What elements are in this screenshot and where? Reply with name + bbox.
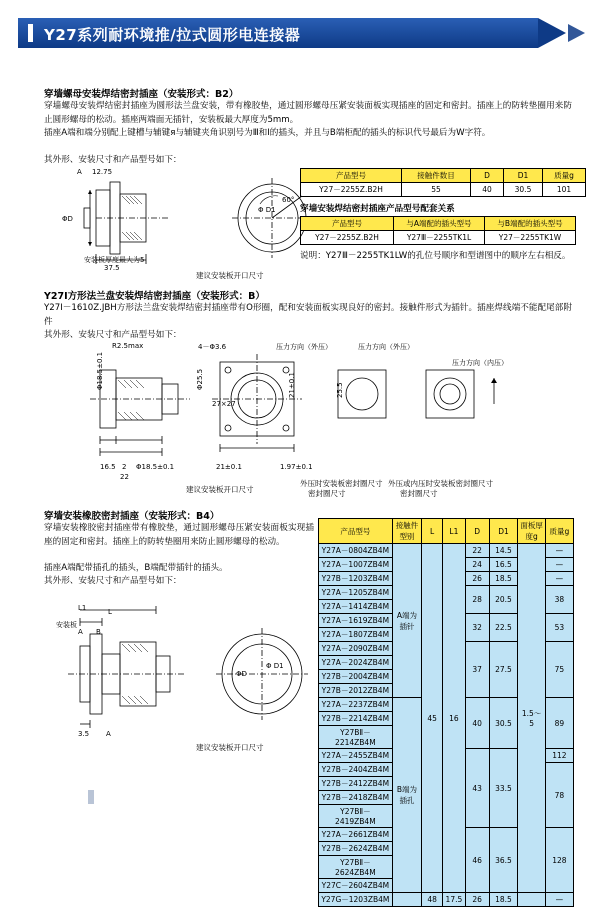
cell-d1: 18.5 bbox=[489, 893, 518, 907]
section2-label-197: 1.97±0.1 bbox=[280, 463, 313, 471]
section3-label-D: ΦD bbox=[236, 670, 247, 678]
section1-label-plate-thickness: 安装板厚度最大为5 bbox=[84, 256, 145, 264]
table-header-row bbox=[319, 519, 574, 544]
th-model: 产品型号 bbox=[301, 217, 394, 231]
cell-model: Y27A－2024ZB4M bbox=[319, 656, 393, 670]
section2-label-pressure-out1: 压力方向（外压） bbox=[276, 343, 332, 351]
cell-weight: — bbox=[545, 558, 573, 572]
cell-model: Y27G－1203ZB4M bbox=[319, 893, 393, 907]
cell-weight: 89 bbox=[545, 698, 573, 749]
cell-contacts: 55 bbox=[402, 183, 471, 197]
cell-model: Y27BⅡ－2419ZB4M bbox=[319, 805, 393, 828]
section3-label-l1: L1 bbox=[78, 604, 87, 612]
th-d1: D1 bbox=[504, 169, 543, 183]
section2-paragraph-2: 其外形、安装尺寸和产品型号如下： bbox=[44, 330, 182, 340]
th-thickness: 面板厚度g bbox=[518, 519, 546, 544]
cell-plug-b: Y27－2255TK1W bbox=[485, 231, 576, 245]
cell-model: Y27B－2214ZB4M bbox=[319, 712, 393, 726]
cell-weight: 53 bbox=[545, 614, 573, 642]
cell-d: 26 bbox=[465, 572, 489, 586]
page-header-banner bbox=[18, 18, 595, 48]
section3-paragraph-3: 其外形、安装尺寸和产品型号如下： bbox=[44, 576, 182, 586]
banner-arrow-icon bbox=[538, 18, 566, 48]
cell-model: Y27B－2418ZB4M bbox=[319, 791, 393, 805]
cell-d1: 30.5 bbox=[504, 183, 543, 197]
section3-paragraph-1: 穿墙安装橡胶密封插座带有橡胶垫，通过圆形螺母压紧安装面板实现插座的固定和密封。插座上的防转垫圈用来防止圆形螺母的松动。 bbox=[44, 523, 314, 547]
section2-label-27x27: 27×27 bbox=[212, 400, 236, 408]
cell-d: 26 bbox=[465, 893, 489, 907]
section2-label-4holes: 4－Φ3.6 bbox=[198, 343, 227, 351]
th-d1: D1 bbox=[489, 519, 518, 544]
th-plug-a: 与A端配的插头型号 bbox=[394, 217, 485, 231]
th-model: 产品型号 bbox=[319, 519, 393, 544]
section3-label-a: A bbox=[78, 628, 83, 636]
cell-model: Y27－2255Z.B2H bbox=[301, 231, 394, 245]
banner-mark bbox=[28, 24, 33, 42]
section1-table-1 bbox=[300, 168, 586, 197]
section2-label-21pm: 21±0.1 bbox=[288, 372, 296, 398]
cell-model: Y27B－2404ZB4M bbox=[319, 763, 393, 777]
cell-weight: 101 bbox=[543, 183, 586, 197]
cell-contact-type bbox=[392, 893, 421, 907]
section1-label-a: A bbox=[77, 168, 82, 176]
section1-subtitle-2: 穿墙安装焊结密封插座产品型号配套关系 bbox=[300, 204, 455, 214]
cell-model: Y27BⅡ－2214ZB4M bbox=[319, 726, 393, 749]
section3-label-D1: Φ D1 bbox=[266, 662, 284, 670]
cell-model: Y27A－2090ZB4M bbox=[319, 642, 393, 656]
table-header-row bbox=[301, 169, 586, 183]
cell-d: 28 bbox=[465, 586, 489, 614]
section2-label-pressure-out2: 压力方向（外压） bbox=[358, 343, 414, 351]
section2-label-255: 25.5 bbox=[336, 382, 344, 398]
section1-title: 穿墙螺母安装焊结密封插座（安装形式：B2） bbox=[44, 89, 239, 100]
th-contact-type: 接触件型别 bbox=[392, 519, 421, 544]
section2-label-2: 2 bbox=[122, 463, 127, 471]
cell-model: Y27A－2237ZB4M bbox=[319, 698, 393, 712]
cell-d1: 22.5 bbox=[489, 614, 518, 642]
cell-weight: 75 bbox=[545, 642, 573, 698]
section3-drawing bbox=[48, 596, 338, 766]
section3-label-plate: 安装板 bbox=[56, 621, 77, 629]
section1-drawing-caption: 建议安装板开口尺寸 bbox=[196, 271, 264, 280]
table-row bbox=[301, 183, 586, 197]
section3-paragraph-2: 插座A端配带插孔的插头，B端配带插针的插头。 bbox=[44, 563, 228, 573]
table-header-row bbox=[301, 217, 576, 231]
section1-label-D: ΦD bbox=[62, 215, 73, 223]
cell-d: 43 bbox=[465, 749, 489, 828]
cell-d1: 14.5 bbox=[489, 544, 518, 558]
cell-d: 37 bbox=[465, 642, 489, 698]
section3-drawing-caption: 建议安装板开口尺寸 bbox=[196, 743, 264, 752]
th-plug-b: 与B端配的插头型号 bbox=[485, 217, 576, 231]
section2-caption-left-2: 密封圈尺寸 bbox=[308, 489, 346, 498]
cell-d: 22 bbox=[465, 544, 489, 558]
banner-arrow-small-icon bbox=[568, 24, 585, 42]
th-l1: L1 bbox=[443, 519, 466, 544]
cell-model: Y27A－1414ZB4M bbox=[319, 600, 393, 614]
cell-d1: 27.5 bbox=[489, 642, 518, 698]
section2-label-r25: R2.5max bbox=[112, 342, 144, 350]
section1-paragraph-2: 插座A端和端分别配上键槽与辅键я与辅键夹角识别号为Ⅲ和Ⅰ的插头，并且与B端柜配的插头的标识代号最后为W字符。 bbox=[44, 128, 491, 138]
cell-l: 48 bbox=[422, 893, 443, 907]
section3-label-b: B bbox=[96, 628, 101, 636]
table-row bbox=[319, 893, 574, 907]
cell-d: 40 bbox=[471, 183, 504, 197]
section1-paragraph-3: 其外形、安装尺寸和产品型号如下： bbox=[44, 155, 182, 165]
cell-d1: 30.5 bbox=[489, 698, 518, 749]
th-weight: 质量g bbox=[545, 519, 573, 544]
section2-label-dia255: Φ25.5 bbox=[196, 368, 204, 390]
section2-label-dia185: Φ18.5±0.1 bbox=[96, 351, 104, 390]
section2-drawing-caption: 建议安装板开口尺寸 bbox=[186, 485, 254, 494]
cell-d: 40 bbox=[465, 698, 489, 749]
th-d: D bbox=[465, 519, 489, 544]
page-title: Y27系列耐环境推/拉式圆形电连接器 bbox=[44, 26, 301, 44]
cell-weight: — bbox=[545, 893, 573, 907]
cell-contact-type-b: B端为插孔 bbox=[392, 698, 421, 893]
cell-model: Y27B－2004ZB4M bbox=[319, 670, 393, 684]
cell-plug-a: Y27Ⅲ－2255TK1L bbox=[394, 231, 485, 245]
section2-title: Y27Ⅰ方形法兰盘安装焊结密封插座（安装形式：B） bbox=[44, 291, 265, 302]
cell-weight: — bbox=[545, 544, 573, 558]
th-d: D bbox=[471, 169, 504, 183]
th-l: L bbox=[422, 519, 443, 544]
cell-weight: 38 bbox=[545, 586, 573, 614]
cell-l1: 17.5 bbox=[443, 893, 466, 907]
section1-label-1275: 12.75 bbox=[92, 168, 113, 176]
th-weight: 质量g bbox=[543, 169, 586, 183]
cell-thickness: 1.5～5 bbox=[518, 544, 546, 893]
section2-label-dia185b: Φ18.5±0.1 bbox=[136, 463, 175, 471]
table-row bbox=[301, 231, 576, 245]
th-model: 产品型号 bbox=[301, 169, 402, 183]
section2-label-165: 16.5 bbox=[100, 463, 116, 471]
cell-d1: 20.5 bbox=[489, 586, 518, 614]
cell-weight: 78 bbox=[545, 763, 573, 828]
section2-caption-left: 外压时安装板密封圈尺寸 bbox=[300, 479, 383, 488]
cell-model: Y27B－2412ZB4M bbox=[319, 777, 393, 791]
cell-weight: — bbox=[545, 572, 573, 586]
cell-d1: 16.5 bbox=[489, 558, 518, 572]
cell-model: Y27A－0804ZB4M bbox=[319, 544, 393, 558]
section1-paragraph-1: 穿墙螺母安装焊结密封插座为圆形法兰盘安装，带有橡胶垫，通过圆形螺母压紧安装面板实现插座的固定和密封。插座上的防转垫圈用来防止圆形螺母的松动。插座两端面无插针，安装板最大厚度为5mm。 bbox=[44, 101, 572, 125]
cell-d1: 33.5 bbox=[489, 749, 518, 828]
cell-d1: 18.5 bbox=[489, 572, 518, 586]
cell-d: 46 bbox=[465, 828, 489, 893]
section2-caption-right: 外压或内压时安装板密封圈尺寸 bbox=[388, 479, 493, 488]
cell-model: Y27B－2624ZB4M bbox=[319, 842, 393, 856]
cell-model: Y27A－1807ZB4M bbox=[319, 628, 393, 642]
page-footer-mark bbox=[88, 790, 94, 804]
cell-model: Y27A－1205ZB4M bbox=[319, 586, 393, 600]
cell-l: 45 bbox=[422, 544, 443, 893]
cell-weight: 128 bbox=[545, 828, 573, 893]
cell-model: Y27B－2012ZB4M bbox=[319, 684, 393, 698]
table-row bbox=[319, 544, 574, 558]
section2-caption-right-2: 密封圈尺寸 bbox=[400, 489, 438, 498]
section3-label-35: 3.5 bbox=[78, 730, 90, 738]
cell-model: Y27A－2661ZB4M bbox=[319, 828, 393, 842]
section1-note: 说明：Y27Ⅲ－2255TK1LW的孔位号顺序和型谱图中的顺序左右相反。 bbox=[300, 251, 571, 261]
cell-d1: 36.5 bbox=[489, 828, 518, 893]
cell-model: Y27－2255Z.B2H bbox=[301, 183, 402, 197]
section3-label-a2: A bbox=[106, 730, 111, 738]
th-contacts: 接触件数目 bbox=[402, 169, 471, 183]
section2-label-21pm2: 21±0.1 bbox=[216, 463, 242, 471]
cell-model: Y27A－2455ZB4M bbox=[319, 749, 393, 763]
cell-model: Y27A－1007ZB4M bbox=[319, 558, 393, 572]
section2-paragraph-1: Y27Ⅰ－1610Z.JBH方形法兰盘安装焊结密封插座带有O形圈，配和安装面板实现良好的密封。接触件形式为插针。插座焊线端不能配尾部附件 bbox=[44, 303, 572, 327]
cell-model: Y27A－1619ZB4M bbox=[319, 614, 393, 628]
section1-table-2 bbox=[300, 216, 576, 245]
cell-weight: 112 bbox=[545, 749, 573, 763]
section3-label-l: L bbox=[108, 608, 112, 616]
cell-d: 24 bbox=[465, 558, 489, 572]
section2-label-pressure-in: 压力方向（内压） bbox=[452, 359, 508, 367]
section3-title: 穿墙安装橡胶密封插座（安装形式：B4） bbox=[44, 511, 220, 522]
section3-table bbox=[318, 518, 574, 907]
section1-label-375: 37.5 bbox=[104, 264, 120, 272]
section2-label-22: 22 bbox=[120, 473, 129, 481]
cell-model: Y27C－2604ZB4M bbox=[319, 879, 393, 893]
cell-d: 32 bbox=[465, 614, 489, 642]
cell-l1: 16 bbox=[443, 544, 466, 893]
cell-thickness bbox=[518, 893, 546, 907]
cell-model: Y27B－1203ZB4M bbox=[319, 572, 393, 586]
section1-label-angle: 60° bbox=[282, 196, 295, 204]
cell-contact-type-a: A端为插针 bbox=[392, 544, 421, 698]
cell-model: Y27BⅡ－2624ZB4M bbox=[319, 856, 393, 879]
section1-label-D1: Φ D1 bbox=[258, 206, 276, 214]
